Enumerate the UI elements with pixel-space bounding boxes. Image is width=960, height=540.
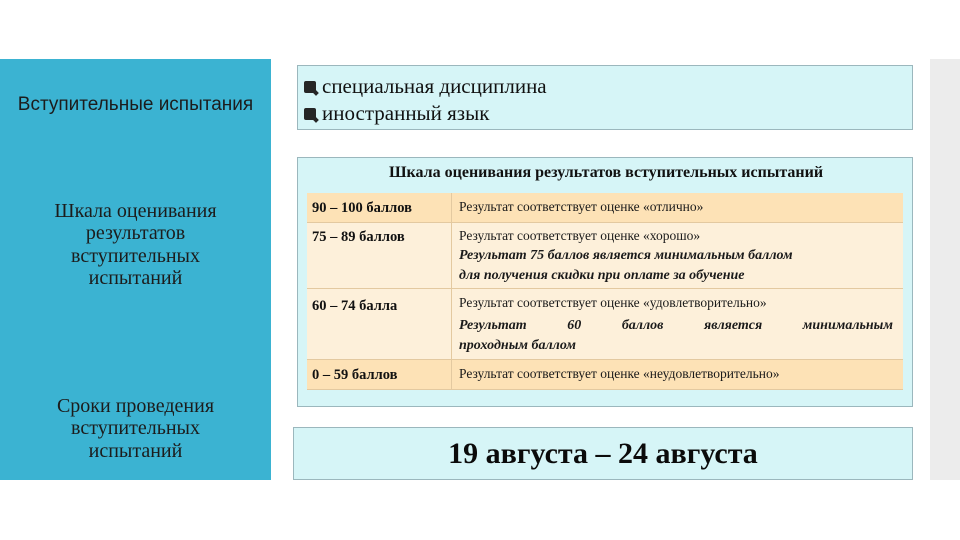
column-divider: [451, 223, 452, 288]
scale-box: [297, 157, 913, 407]
note-line: Результат 75 баллов является минимальным баллом: [459, 248, 793, 263]
subject-label: иностранный язык: [322, 101, 490, 125]
result-note: [459, 316, 893, 356]
note-line: для получения скидки при оплате за обучение: [459, 268, 745, 283]
scale-title: Шкала оценивания результатов вступительных испытаний: [388, 164, 824, 181]
subjects-box: [297, 65, 913, 130]
dates-label: Сроки проведения вступительных испытаний: [56, 395, 215, 462]
checkbox-bullet-icon: [304, 81, 316, 93]
result-text: Результат соответствует оценке «хорошо»: [459, 228, 701, 243]
scale-label: Шкала оценивания результатов вступительных испытаний: [54, 200, 217, 290]
note-line: проходным баллом: [459, 338, 576, 353]
result-text: Результат соответствует оценке «отлично»: [459, 199, 704, 214]
note-line: Результат 60 баллов является минимальным: [459, 318, 893, 333]
table-row: [307, 193, 903, 223]
score-range: 90 – 100 баллов: [312, 200, 412, 216]
entrance-exams-label: Вступительные испытания: [17, 94, 254, 115]
result-text: Результат соответствует оценке «неудовлетворительно»: [459, 366, 780, 381]
score-range: 0 – 59 баллов: [312, 367, 398, 383]
exam-dates: 19 августа – 24 августа: [448, 436, 758, 470]
column-divider: [451, 193, 452, 222]
subject-item: [304, 101, 489, 126]
score-range: 75 – 89 баллов: [312, 229, 405, 245]
result-note: [459, 246, 893, 286]
subject-label: специальная дисциплина: [322, 74, 547, 98]
checkbox-bullet-icon: [304, 108, 316, 120]
result-text: Результат соответствует оценке «удовлетворительно»: [459, 295, 767, 310]
right-strip: [930, 59, 960, 480]
column-divider: [451, 289, 452, 359]
column-divider: [451, 360, 452, 389]
score-range: 60 – 74 балла: [312, 298, 398, 314]
subject-item: [304, 74, 547, 99]
table-row: [307, 223, 903, 289]
table-row: [307, 360, 903, 390]
table-row: [307, 289, 903, 360]
dates-box: [293, 427, 913, 480]
